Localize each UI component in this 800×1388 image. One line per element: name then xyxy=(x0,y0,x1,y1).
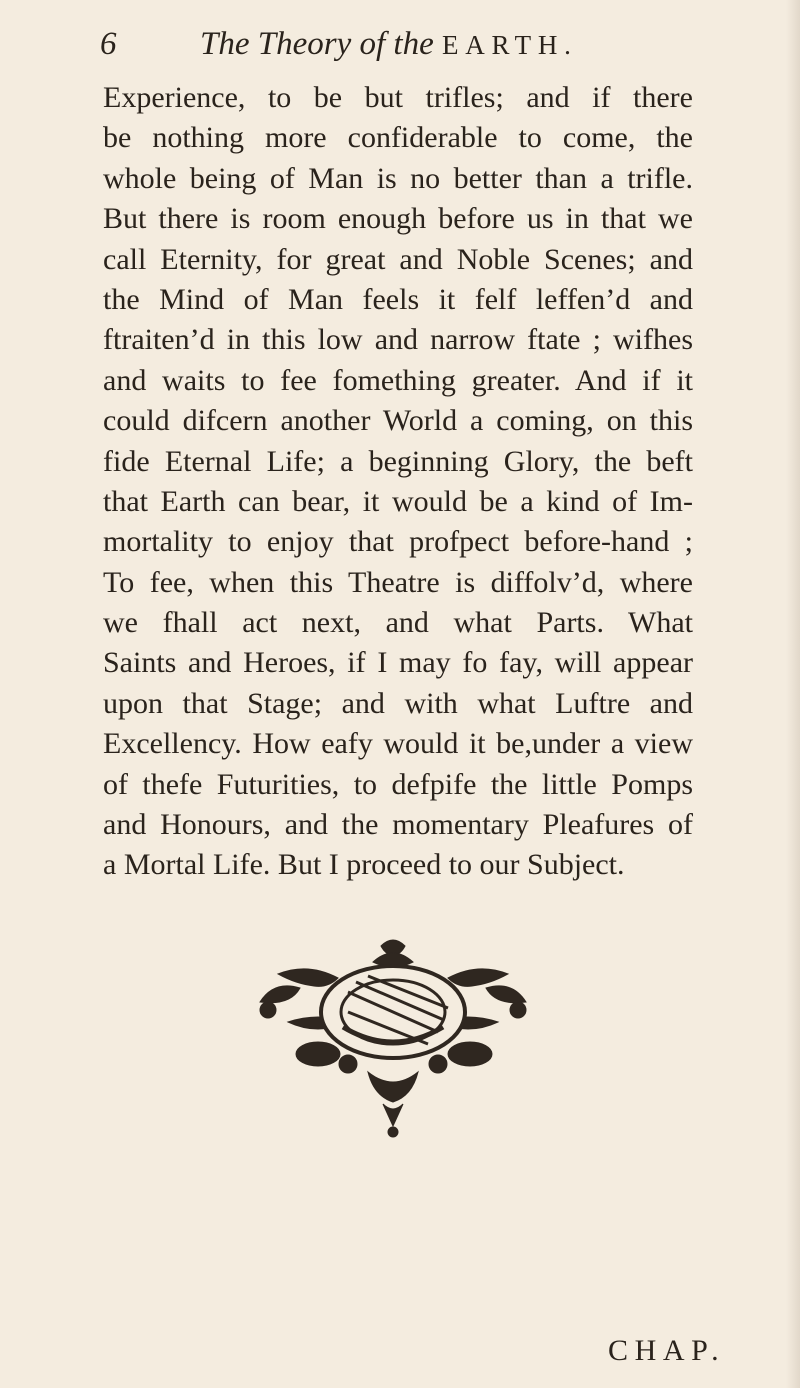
text-line: whole being of Man is no better than a trifle. xyxy=(103,161,693,195)
text-line: be nothing more confiderable to come, the xyxy=(103,121,693,155)
text-line: call Eternity, for great and Noble Scenes; and xyxy=(103,242,693,276)
text-line: Saints and Heroes, if I may fo fay, will appear xyxy=(103,646,693,680)
text-line: we fhall act next, and what Parts. What xyxy=(103,606,693,640)
catchword: CHAP. xyxy=(608,1334,726,1367)
text-line: ftraiten’d in this low and narrow ftate ; wifhes xyxy=(103,323,693,357)
text-line: Excellency. How eafy would it be,under a view xyxy=(103,727,693,761)
fleuron-ornament xyxy=(238,932,548,1142)
text-line: fide Eternal Life; a beginning Glory, the beft xyxy=(103,444,693,478)
text-line: and Honours, and the momentary Pleafures of xyxy=(103,808,693,842)
text-line: and waits to fee fomething greater. And if it xyxy=(103,363,693,397)
body-text xyxy=(103,78,693,886)
text-line: the Mind of Man feels it felf leffen’d and xyxy=(103,282,693,316)
fleuron-icon xyxy=(238,932,548,1142)
page-number: 6 xyxy=(100,26,117,62)
running-title-caps: EARTH. xyxy=(441,30,578,60)
text-line: Experience, to be but trifles; and if there xyxy=(103,81,693,114)
text-line: mortality to enjoy that profpect before-hand ; xyxy=(103,525,693,559)
text-line: of thefe Futurities, to defpife the little Pomps xyxy=(103,767,693,801)
page-header xyxy=(100,22,700,66)
text-line: To fee, when this Theatre is diffolv’d, where xyxy=(103,565,693,599)
text-line: a Mortal Life. But I proceed to our Subject. xyxy=(103,848,625,882)
running-title xyxy=(200,22,578,67)
text-line: upon that Stage; and with what Luftre and xyxy=(103,686,693,720)
page-edge-shadow xyxy=(786,0,800,1388)
running-title-italic: The Theory of the xyxy=(200,26,442,62)
text-line: But there is room enough before us in that we xyxy=(103,202,693,236)
text-line: could difcern another World a coming, on this xyxy=(103,404,693,438)
text-line: that Earth can bear, it would be a kind of Im- xyxy=(103,484,693,518)
